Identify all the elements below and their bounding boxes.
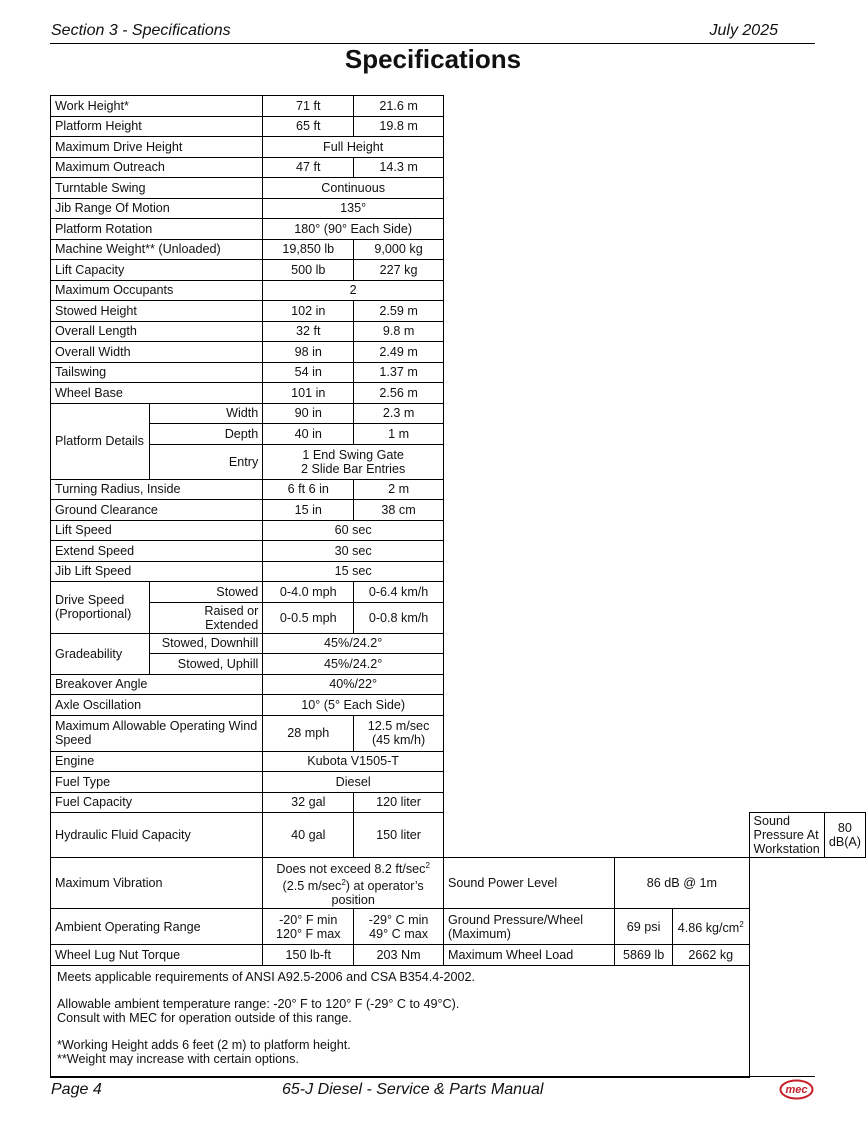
range-line: -29° C min (368, 912, 429, 927)
metric-line: 12.5 m/sec (367, 719, 430, 733)
row-label: Platform Rotation (51, 219, 263, 240)
sub-label: Raised or Extended (149, 602, 263, 633)
row-label: Lift Capacity (51, 260, 263, 281)
row-label: Overall Length (51, 321, 263, 342)
row-label: Hydraulic Fluid Capacity (51, 813, 263, 858)
spec-value: 45%/24.2° (263, 654, 444, 675)
row-label: Turntable Swing (51, 178, 263, 199)
row-label: Wheel Lug Nut Torque (51, 945, 263, 966)
imperial-value: 101 in (263, 383, 354, 404)
logo-text: mec (785, 1084, 808, 1096)
imperial-value (263, 909, 354, 945)
vibration-text: (2.5 m/sec (282, 879, 342, 894)
page-number: Page 4 (51, 1081, 102, 1098)
label-line: (Proportional) (55, 607, 132, 622)
metric-value (672, 909, 749, 945)
imperial-value: 0-0.5 mph (263, 602, 354, 633)
imperial-value: 150 lb-ft (263, 945, 354, 966)
vibration-line (267, 876, 439, 907)
imperial-value: 5869 lb (615, 945, 673, 966)
imperial-value: 500 lb (263, 260, 354, 281)
imperial-value: 54 in (263, 362, 354, 383)
row-label: Work Height* (51, 96, 263, 117)
metric-value: 2.49 m (354, 342, 444, 363)
metric-value (354, 909, 444, 945)
superscript: 2 (341, 878, 346, 888)
sub-label: Stowed (149, 582, 263, 603)
imperial-value: 90 in (263, 403, 354, 424)
metric-value: 2 m (354, 479, 444, 500)
row-label: Maximum Outreach (51, 157, 263, 178)
metric-value (354, 715, 444, 751)
range-line: -20° F min (279, 912, 338, 927)
metric-value: 0-6.4 km/h (354, 582, 444, 603)
metric-value: 19.8 m (354, 116, 444, 137)
imperial-value: 71 ft (263, 96, 354, 117)
row-label: Engine (51, 751, 263, 772)
row-label: Wheel Base (51, 383, 263, 404)
sub-label: Depth (149, 424, 263, 445)
metric-value: 21.6 m (354, 96, 444, 117)
label-line: Speed (55, 733, 92, 747)
spec-value (263, 858, 444, 909)
spec-value: 30 sec (263, 541, 444, 562)
row-label: Maximum Occupants (51, 280, 263, 301)
row-label (443, 909, 614, 945)
manual-title: 65-J Diesel - Service & Parts Manual (282, 1081, 544, 1098)
range-line: 120° F max (275, 926, 341, 941)
footnote: *Working Height adds 6 feet (2 m) to platform height. (57, 1037, 351, 1052)
spec-value (263, 444, 444, 479)
imperial-value: 32 gal (263, 792, 354, 813)
vibration-line (267, 859, 439, 876)
spec-value: 80 dB(A) (824, 813, 865, 858)
row-label: Ambient Operating Range (51, 909, 263, 945)
metric-value: 203 Nm (354, 945, 444, 966)
spec-value: 45%/24.2° (263, 633, 444, 654)
sub-label: Width (149, 403, 263, 424)
metric-value: 38 cm (354, 500, 444, 521)
header-date: July 2025 (709, 22, 778, 39)
metric-value: 150 liter (354, 813, 444, 858)
spec-value: 40%/22° (263, 674, 444, 695)
row-label: Jib Range Of Motion (51, 198, 263, 219)
metric-value: 9.8 m (354, 321, 444, 342)
spec-value: Diesel (263, 772, 444, 793)
notes (51, 965, 750, 1077)
spec-value: Full Height (263, 137, 444, 158)
sub-label: Stowed, Uphill (149, 654, 263, 675)
imperial-value: 28 mph (263, 715, 354, 751)
metric-value: 2.59 m (354, 301, 444, 322)
table-row (51, 858, 866, 909)
row-label: Lift Speed (51, 520, 263, 541)
row-label (51, 715, 263, 751)
metric-value: 2.56 m (354, 383, 444, 404)
range-line: 49° C max (369, 926, 429, 941)
sub-label: Stowed, Downhill (149, 633, 263, 654)
footnote: **Weight may increase with certain options. (57, 1051, 299, 1066)
row-label: Turning Radius, Inside (51, 479, 263, 500)
table-row (51, 96, 866, 117)
metric-value: 1.37 m (354, 362, 444, 383)
spec-value: 180° (90° Each Side) (263, 219, 444, 240)
page-title: Specifications (344, 44, 522, 74)
row-label: Overall Width (51, 342, 263, 363)
metric-line: (45 km/h) (371, 733, 426, 747)
row-label: Maximum Wheel Load (443, 945, 614, 966)
row-label: Extend Speed (51, 541, 263, 562)
imperial-value: 40 in (263, 424, 354, 445)
label-line: Maximum Allowable Operating Wind (55, 719, 258, 733)
metric-value: 120 liter (354, 792, 444, 813)
spec-value: 2 (263, 280, 444, 301)
label-line: Ground Pressure/Wheel (447, 912, 584, 927)
superscript: 2 (739, 920, 744, 930)
temperature-note: Consult with MEC for operation outside of this range. (57, 1010, 352, 1025)
table-row (51, 945, 866, 966)
imperial-value: 15 in (263, 500, 354, 521)
label-line: (Maximum) (447, 926, 511, 941)
mec-logo (779, 1079, 814, 1100)
standards-note: Meets applicable requirements of ANSI A92.5-2006 and CSA B354.4-2002. (57, 969, 475, 984)
row-label: Sound Pressure At Workstation (749, 813, 824, 858)
metric-value: 14.3 m (354, 157, 444, 178)
imperial-value: 98 in (263, 342, 354, 363)
metric-value: 227 kg (354, 260, 444, 281)
row-label: Stowed Height (51, 301, 263, 322)
metric-value: 2662 kg (672, 945, 749, 966)
spec-value: 10° (5° Each Side) (263, 695, 444, 716)
imperial-value: 19,850 lb (263, 239, 354, 260)
spec-value: Continuous (263, 178, 444, 199)
metric-value: 0-0.8 km/h (354, 602, 444, 633)
row-label: Platform Height (51, 116, 263, 137)
pressure-text: 4.86 kg/cm (677, 921, 740, 936)
entry-line: 2 Slide Bar Entries (300, 461, 406, 476)
row-label: Gradeability (51, 633, 150, 674)
spec-value: 60 sec (263, 520, 444, 541)
spec-value: 135° (263, 198, 444, 219)
imperial-value: 69 psi (615, 909, 673, 945)
row-label: Maximum Vibration (51, 858, 263, 909)
row-label: Ground Clearance (51, 500, 263, 521)
entry-line: 1 End Swing Gate (302, 447, 404, 462)
notes-row (51, 965, 866, 1077)
row-label: Maximum Drive Height (51, 137, 263, 158)
row-label: Breakover Angle (51, 674, 263, 695)
row-label: Machine Weight** (Unloaded) (51, 239, 263, 260)
spec-value: Kubota V1505-T (263, 751, 444, 772)
imperial-value: 47 ft (263, 157, 354, 178)
temperature-note: Allowable ambient temperature range: -20° F to 120° F (-29° C to 49°C). (57, 996, 460, 1011)
section-header: Section 3 - Specifications (51, 22, 231, 39)
label-line: Drive Speed (55, 593, 125, 608)
sub-label: Entry (149, 444, 263, 479)
row-label: Platform Details (51, 403, 150, 479)
row-label (51, 582, 150, 634)
superscript: 2 (425, 861, 430, 870)
blank-area (443, 96, 749, 858)
specifications-table (50, 95, 866, 1078)
vibration-text: ) at operator’s position (331, 879, 424, 908)
imperial-value: 102 in (263, 301, 354, 322)
spec-value: 15 sec (263, 561, 444, 582)
imperial-value: 0-4.0 mph (263, 582, 354, 603)
row-label: Fuel Capacity (51, 792, 263, 813)
row-label: Fuel Type (51, 772, 263, 793)
metric-value: 9,000 kg (354, 239, 444, 260)
row-label: Sound Power Level (443, 858, 614, 909)
vibration-text: Does not exceed 8.2 ft/sec (276, 862, 426, 877)
imperial-value: 32 ft (263, 321, 354, 342)
spec-value: 86 dB @ 1m (615, 858, 749, 909)
row-label: Tailswing (51, 362, 263, 383)
imperial-value: 65 ft (263, 116, 354, 137)
imperial-value: 40 gal (263, 813, 354, 858)
footer-rule (50, 1076, 815, 1077)
imperial-value: 6 ft 6 in (263, 479, 354, 500)
metric-value: 2.3 m (354, 403, 444, 424)
metric-value: 1 m (354, 424, 444, 445)
row-label: Axle Oscillation (51, 695, 263, 716)
table-row (51, 909, 866, 945)
row-label: Jib Lift Speed (51, 561, 263, 582)
